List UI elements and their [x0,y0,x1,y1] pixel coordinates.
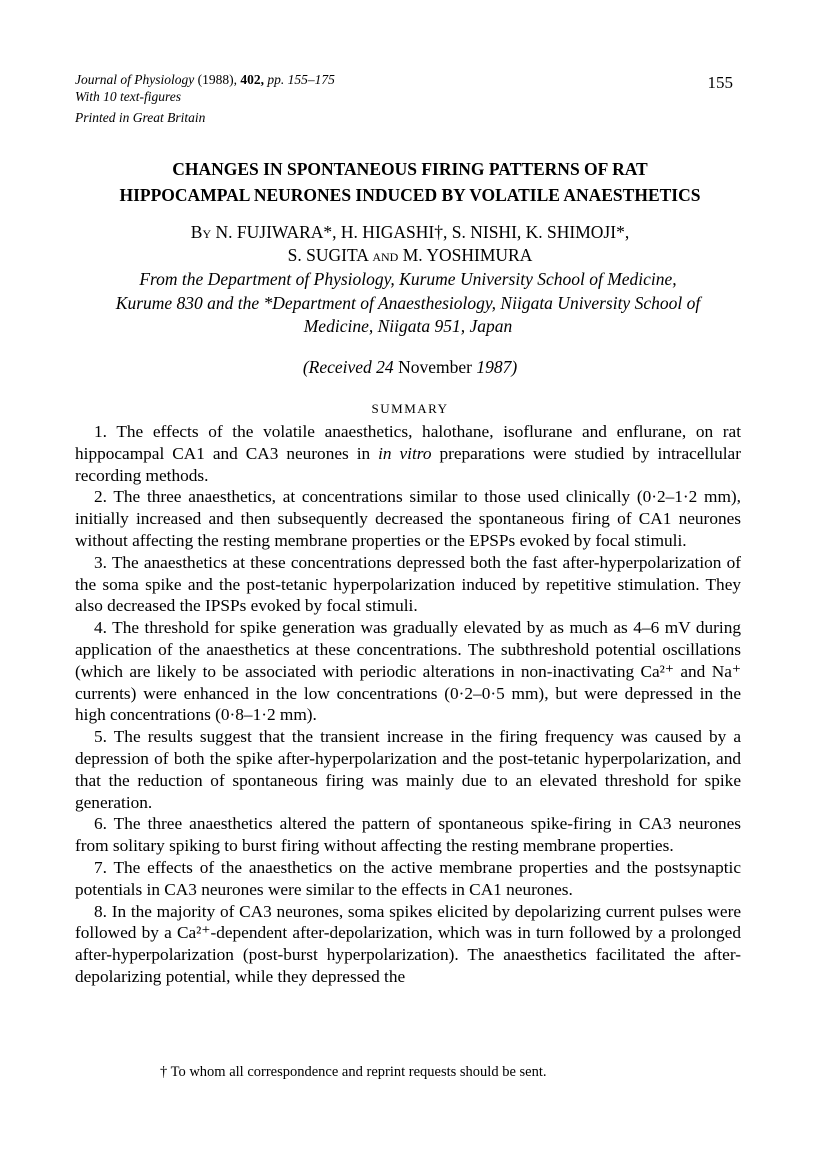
summary-paragraph-8: 8. In the majority of CA3 neurones, soma spikes elicited by depolarizing current pulses were followed by a Ca²⁺-dependent after-depolarization, which was in turn followed by a prolonged after-hyperpolarization (post-burst hyperpolarization). The anaesthetics facilitated the after-depolarizing potential, while they depressed the [75,901,741,986]
journal-citation [75,71,335,88]
received-month: November [398,357,472,377]
journal-volume: 402, [240,72,264,87]
summary-paragraph-1 [75,421,741,486]
authors-line: S. SUGITA [287,245,368,265]
summary-paragraph-7: 7. The effects of the anaesthetics on the active membrane properties and the postsynaptic potentials in CA3 neurones were similar to the effects in CA1 neurones. [75,857,741,899]
summary-paragraph-4: 4. The threshold for spike generation was gradually elevated by as much as 4–6 mV during application of the anaesthetics at these concentrations. The subthreshold potential oscillations (which are likely to be associated with periodic alterations in non-inactivating Ca²⁺ and Na⁺ currents) were enhanced in the low concentrations (0·2–0·5 mm), but were depressed in the high concentrations (0·8–1·2 mm). [75,618,741,725]
text-run: preparations were studied by intracellular recording methods. [75,443,741,485]
author-list [60,221,760,267]
figure-count: With 10 text-figures [75,89,181,104]
article-title [60,156,760,208]
title-line: CHANGES IN SPONTANEOUS FIRING PATTERNS OF RAT [172,159,648,179]
printed-in: Printed in Great Britain [75,110,206,125]
journal-name: Journal of Physiology [75,72,195,87]
affiliation-line: Medicine, Niigata 951, Japan [303,316,513,336]
received-date [60,357,760,378]
journal-pages: pp. 155–175 [267,72,335,87]
summary-paragraph-6: 6. The three anaesthetics altered the pattern of spontaneous spike-firing in CA3 neurones from solitary spiking to burst firing without affecting the resting membrane properties. [75,814,741,856]
received-pre: (Received 24 [302,357,394,377]
affiliation-line: From the Department of Physiology, Kurume University School of Medicine, [139,269,677,289]
summary-body [75,421,741,988]
page-number: 155 [707,73,733,92]
summary-paragraph-5: 5. The results suggest that the transient increase in the firing frequency was caused by a depression of both the spike after-hyperpolarization and the post-tetanic hyperpolarization, and that the reduction of spontaneous firing was mainly due to an elevated threshold for spike generation. [75,727,741,812]
received-post: 1987) [476,357,518,377]
affiliation [75,268,741,339]
title-line: HIPPOCAMPAL NEURONES INDUCED BY VOLATILE ANAESTHETICS [119,185,701,205]
summary-heading: SUMMARY [371,401,449,416]
journal-year: (1988), [197,72,237,87]
affiliation-line: Kurume 830 and the *Department of Anaesthesiology, Niigata University School of [115,292,701,313]
summary-paragraph-3: 3. The anaesthetics at these concentrations depressed both the fast after-hyperpolarization of the soma spike and the post-tetanic hyperpolarization induced by repetitive stimulation. They also decreased the IPSPs evoked by focal stimuli. [75,552,741,616]
and-label: and [372,245,399,265]
by-label: By [190,222,212,242]
footnote: † To whom all correspondence and reprint requests should be sent. [160,1064,547,1080]
text-run: 1. The effects of the volatile anaesthetics, halothane, isoflurane and enflurane, on rat hippocampal CA1 and CA3 neurones in [75,422,741,463]
summary-paragraph-2: 2. The three anaesthetics, at concentrations similar to those used clinically (0·2–1·2 mm), initially increased and then subsequently decreased the spontaneous firing of CA1 neurones without affecting the resting membrane properties or the EPSPs evoked by focal stimuli. [75,487,741,550]
italic-term: in vitro [378,443,432,463]
authors-line: M. YOSHIMURA [402,245,533,265]
authors-line: N. FUJIWARA*, H. HIGASHI†, S. NISHI, K. SHIMOJI*, [215,222,630,242]
